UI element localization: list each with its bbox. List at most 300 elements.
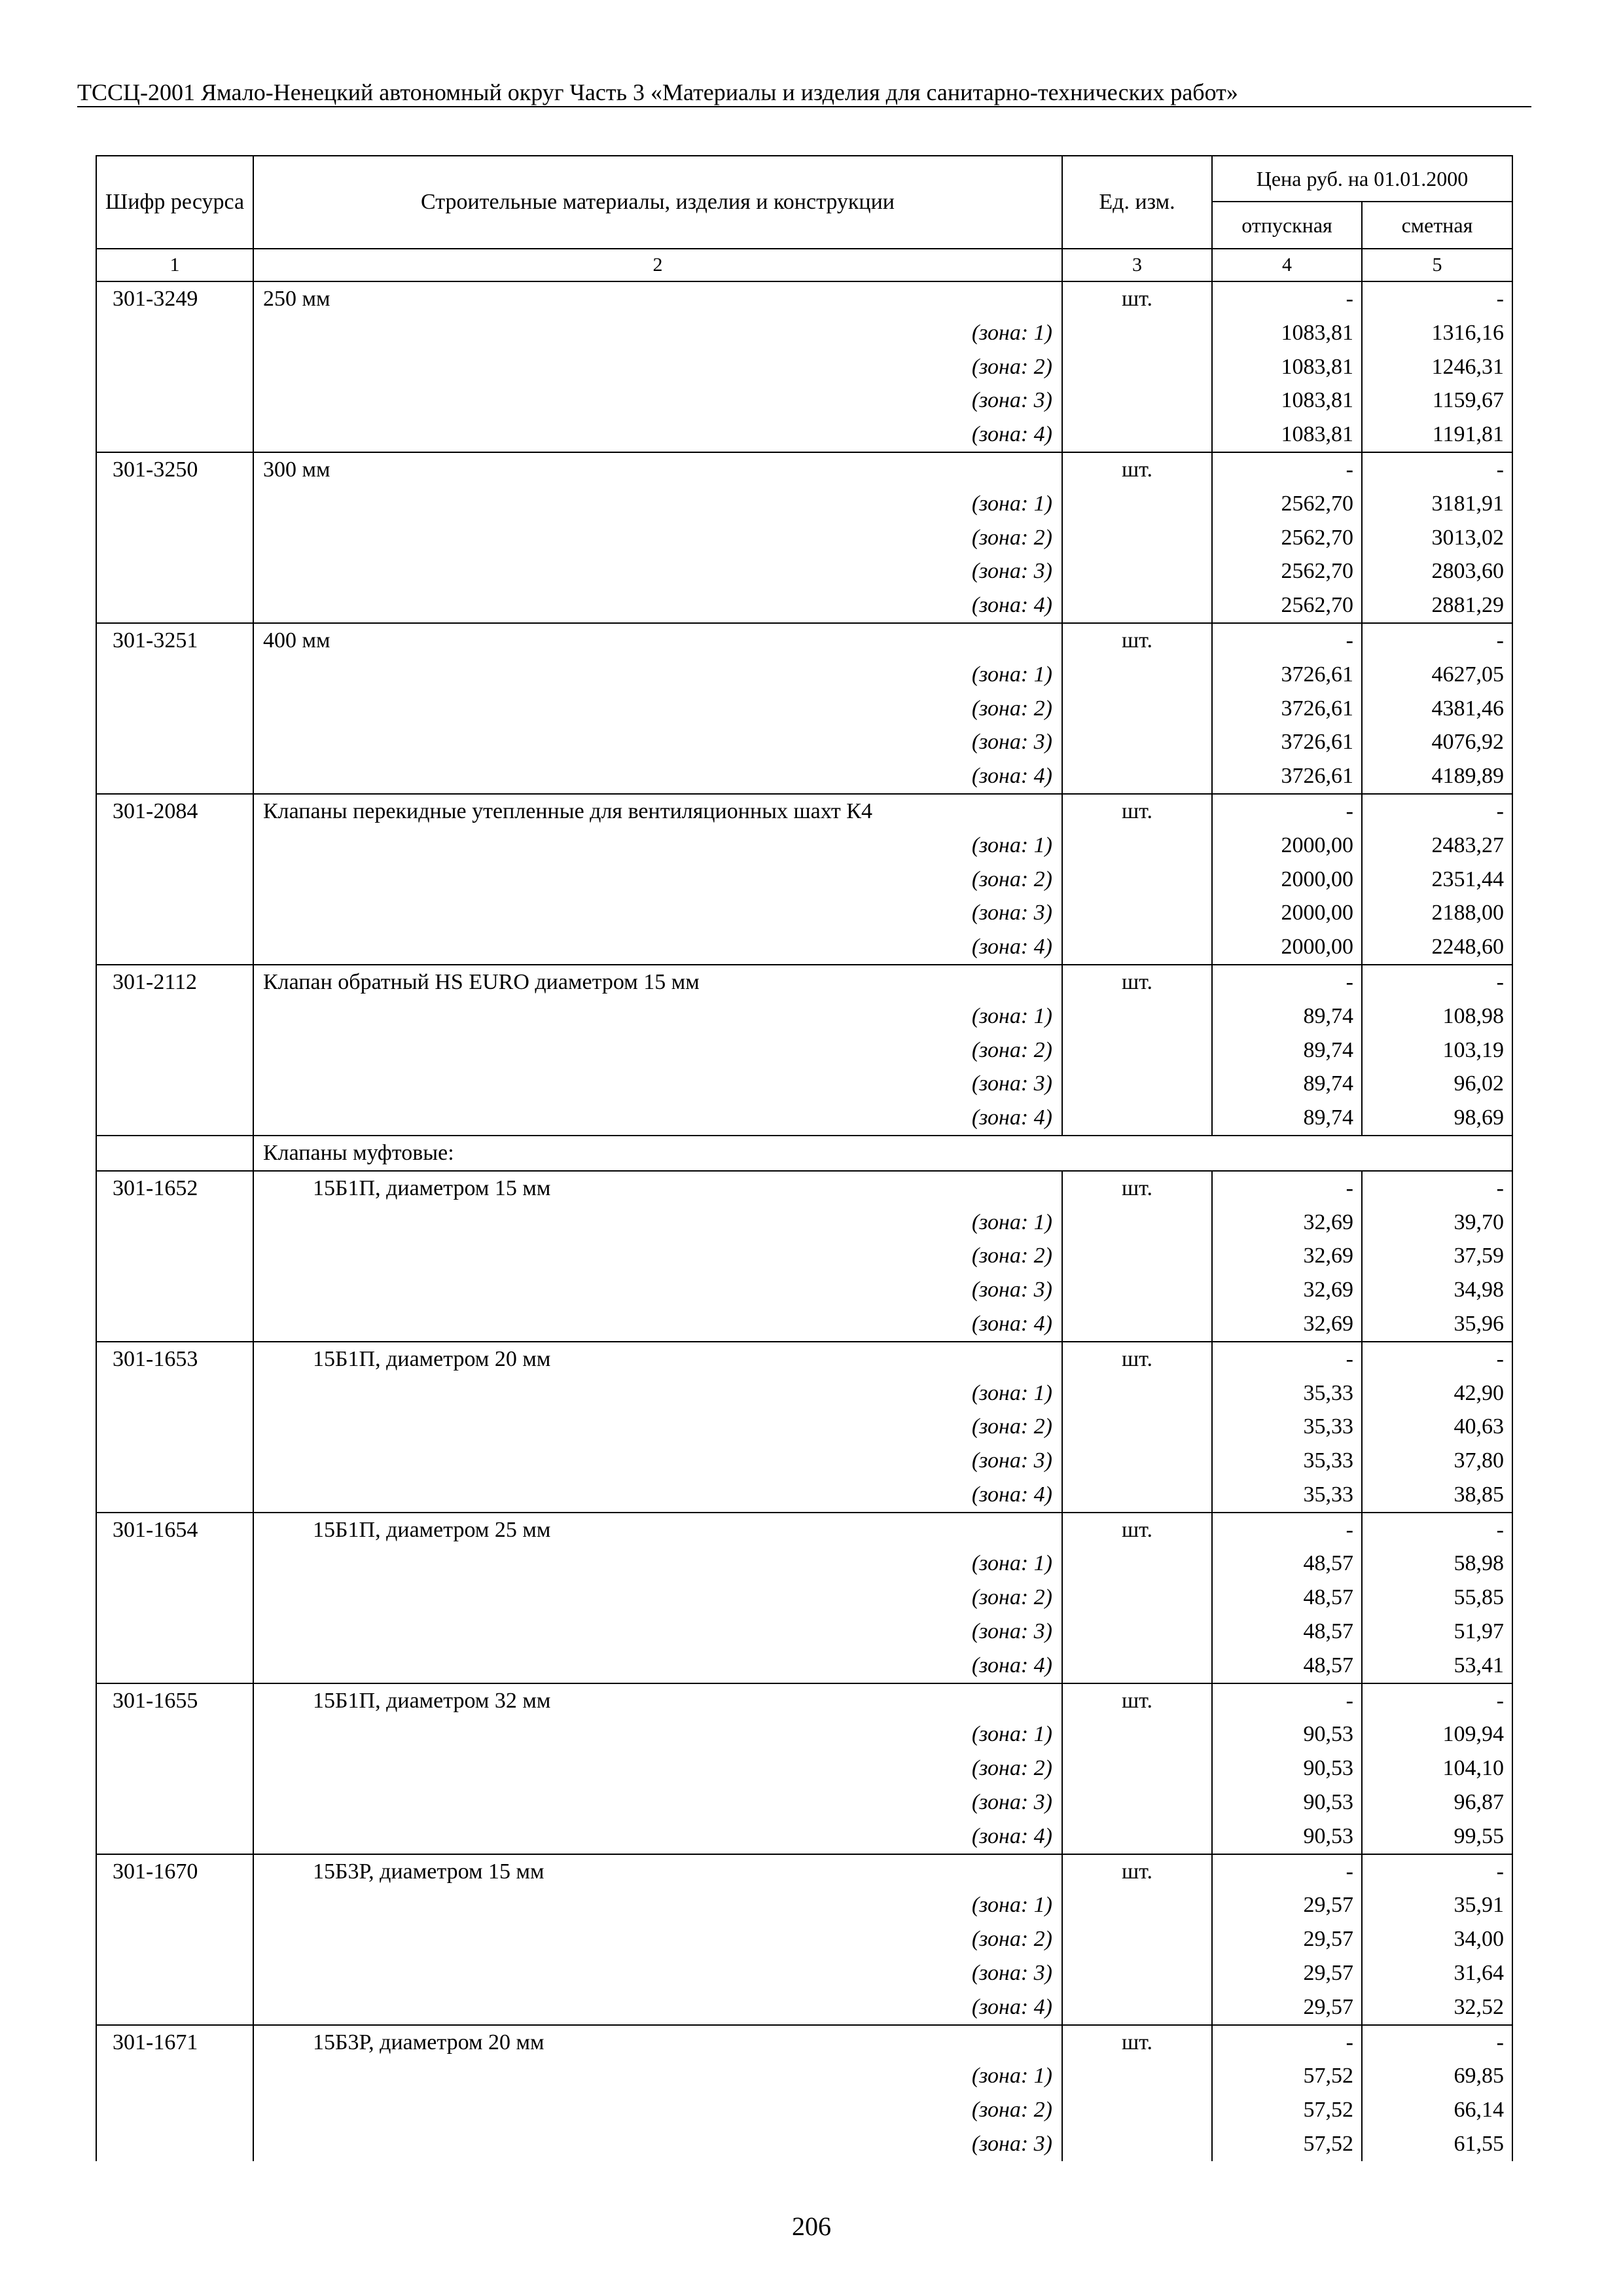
header-price: Цена руб. на 01.01.2000: [1212, 156, 1512, 202]
zone-row: [96, 2093, 1512, 2127]
resource-code-cell: [96, 1206, 253, 1240]
unit-cell: [1062, 1444, 1212, 1478]
resource-code-cell: [96, 1136, 253, 1171]
estimate-price: 31,64: [1362, 1956, 1512, 1990]
release-price: 1083,81: [1212, 418, 1362, 452]
header-release-price: отпускная: [1212, 202, 1362, 249]
group-row: [96, 1136, 1512, 1171]
material-name: 400 мм: [253, 623, 1062, 658]
unit-cell: [1062, 759, 1212, 794]
release-price: -: [1212, 1683, 1362, 1718]
resource-code-cell: [96, 1067, 253, 1101]
zone-row: [96, 896, 1512, 930]
unit-cell: [1062, 1307, 1212, 1342]
zone-row: [96, 1067, 1512, 1101]
material-name: 300 мм: [253, 452, 1062, 487]
resource-code-cell: [96, 588, 253, 623]
unit-cell: [1062, 1206, 1212, 1240]
zone-label: (зона: 2): [253, 1033, 1062, 1067]
material-name: 15Б1П, диаметром 32 мм: [253, 1683, 1062, 1718]
zone-label: (зона: 2): [253, 1751, 1062, 1785]
material-name: 250 мм: [253, 281, 1062, 316]
estimate-price: 51,97: [1362, 1615, 1512, 1649]
release-price: 89,74: [1212, 1067, 1362, 1101]
resource-code-cell: [96, 1820, 253, 1854]
resource-code-cell: [96, 384, 253, 418]
resource-code-cell: [96, 1751, 253, 1785]
zone-row: [96, 487, 1512, 521]
zone-label: (зона: 2): [253, 1410, 1062, 1444]
unit-cell: [1062, 1033, 1212, 1067]
unit-cell: [1062, 1751, 1212, 1785]
zone-label: (зона: 3): [253, 1067, 1062, 1101]
estimate-price: 108,98: [1362, 999, 1512, 1033]
zone-row: [96, 863, 1512, 897]
unit-cell: шт.: [1062, 1683, 1212, 1718]
zone-label: (зона: 2): [253, 2093, 1062, 2127]
zone-row: [96, 930, 1512, 965]
column-number-2: 2: [253, 249, 1062, 281]
header-unit: Ед. изм.: [1062, 156, 1212, 249]
zone-label: (зона: 1): [253, 316, 1062, 350]
release-price: 89,74: [1212, 999, 1362, 1033]
header-materials: Строительные материалы, изделия и конструкции: [253, 156, 1062, 249]
zone-row: [96, 1410, 1512, 1444]
estimate-price: 2188,00: [1362, 896, 1512, 930]
unit-cell: [1062, 896, 1212, 930]
unit-cell: [1062, 521, 1212, 555]
estimate-price: -: [1362, 2025, 1512, 2060]
estimate-price: 66,14: [1362, 2093, 1512, 2127]
item-row: [96, 1854, 1512, 1889]
zone-label: (зона: 4): [253, 759, 1062, 794]
estimate-price: 1191,81: [1362, 418, 1512, 452]
zone-label: (зона: 1): [253, 658, 1062, 692]
unit-cell: шт.: [1062, 1342, 1212, 1376]
unit-cell: [1062, 829, 1212, 863]
zone-label: (зона: 3): [253, 1785, 1062, 1820]
release-price: 2000,00: [1212, 863, 1362, 897]
zone-label: (зона: 4): [253, 418, 1062, 452]
resource-code: 301-1671: [96, 2025, 253, 2060]
resource-code-cell: [96, 759, 253, 794]
resource-code-cell: [96, 863, 253, 897]
column-number-5: 5: [1362, 249, 1512, 281]
zone-label: (зона: 1): [253, 1206, 1062, 1240]
zone-label: (зона: 3): [253, 725, 1062, 759]
release-price: 29,57: [1212, 1922, 1362, 1956]
estimate-price: 96,02: [1362, 1067, 1512, 1101]
unit-cell: [1062, 487, 1212, 521]
unit-cell: [1062, 1067, 1212, 1101]
zone-row: [96, 1273, 1512, 1307]
resource-code-cell: [96, 1444, 253, 1478]
resource-code: 301-1652: [96, 1171, 253, 1206]
zone-row: [96, 1101, 1512, 1136]
zone-row: [96, 1307, 1512, 1342]
release-price: 90,53: [1212, 1717, 1362, 1751]
release-price: 1083,81: [1212, 384, 1362, 418]
zone-row: [96, 1239, 1512, 1273]
resource-code-cell: [96, 418, 253, 452]
item-row: [96, 1683, 1512, 1718]
estimate-price: -: [1362, 1171, 1512, 1206]
zone-label: (зона: 4): [253, 588, 1062, 623]
release-price: 57,52: [1212, 2059, 1362, 2093]
unit-cell: [1062, 1239, 1212, 1273]
unit-cell: [1062, 588, 1212, 623]
zone-row: [96, 1547, 1512, 1581]
zone-label: (зона: 1): [253, 1717, 1062, 1751]
zone-row: [96, 999, 1512, 1033]
resource-code-cell: [96, 1478, 253, 1513]
release-price: 90,53: [1212, 1785, 1362, 1820]
release-price: -: [1212, 623, 1362, 658]
estimate-price: 96,87: [1362, 1785, 1512, 1820]
resource-code-cell: [96, 1410, 253, 1444]
zone-label: (зона: 4): [253, 1990, 1062, 2025]
estimate-price: -: [1362, 794, 1512, 829]
unit-cell: шт.: [1062, 1854, 1212, 1889]
zone-row: [96, 1478, 1512, 1513]
resource-code-cell: [96, 316, 253, 350]
unit-cell: [1062, 658, 1212, 692]
zone-row: [96, 759, 1512, 794]
zone-row: [96, 418, 1512, 452]
zone-label: (зона: 1): [253, 1376, 1062, 1410]
material-name: 15Б1П, диаметром 15 мм: [253, 1171, 1062, 1206]
material-name: Клапаны перекидные утепленные для вентиляционных шахт К4: [253, 794, 1062, 829]
release-price: -: [1212, 1854, 1362, 1889]
release-price: -: [1212, 1513, 1362, 1547]
resource-code: 301-1654: [96, 1513, 253, 1547]
unit-cell: [1062, 1717, 1212, 1751]
zone-row: [96, 1615, 1512, 1649]
release-price: 1083,81: [1212, 316, 1362, 350]
unit-cell: [1062, 1922, 1212, 1956]
resource-code-cell: [96, 1376, 253, 1410]
unit-cell: [1062, 999, 1212, 1033]
resource-code: 301-2084: [96, 794, 253, 829]
release-price: 32,69: [1212, 1273, 1362, 1307]
release-price: 1083,81: [1212, 350, 1362, 384]
zone-label: (зона: 1): [253, 487, 1062, 521]
release-price: 3726,61: [1212, 658, 1362, 692]
release-price: 35,33: [1212, 1444, 1362, 1478]
estimate-price: 1159,67: [1362, 384, 1512, 418]
resource-code-cell: [96, 1717, 253, 1751]
unit-cell: [1062, 418, 1212, 452]
zone-label: (зона: 1): [253, 829, 1062, 863]
resource-code-cell: [96, 1785, 253, 1820]
item-row: [96, 2025, 1512, 2060]
zone-row: [96, 1581, 1512, 1615]
release-price: 48,57: [1212, 1649, 1362, 1683]
unit-cell: шт.: [1062, 281, 1212, 316]
resource-code-cell: [96, 1547, 253, 1581]
unit-cell: [1062, 2127, 1212, 2161]
release-price: 29,57: [1212, 1956, 1362, 1990]
unit-cell: шт.: [1062, 452, 1212, 487]
release-price: 48,57: [1212, 1547, 1362, 1581]
estimate-price: 37,80: [1362, 1444, 1512, 1478]
release-price: 35,33: [1212, 1376, 1362, 1410]
zone-row: [96, 1990, 1512, 2025]
unit-cell: шт.: [1062, 623, 1212, 658]
zone-label: (зона: 1): [253, 2059, 1062, 2093]
resource-code-cell: [96, 829, 253, 863]
release-price: 57,52: [1212, 2127, 1362, 2161]
zone-label: (зона: 4): [253, 1820, 1062, 1854]
resource-code-cell: [96, 1615, 253, 1649]
zone-label: (зона: 2): [253, 1922, 1062, 1956]
unit-cell: [1062, 1376, 1212, 1410]
unit-cell: [1062, 1785, 1212, 1820]
zone-row: [96, 1376, 1512, 1410]
header-divider: [77, 106, 1531, 107]
resource-code-cell: [96, 2093, 253, 2127]
estimate-price: -: [1362, 452, 1512, 487]
release-price: 2562,70: [1212, 521, 1362, 555]
estimate-price: 4627,05: [1362, 658, 1512, 692]
unit-cell: [1062, 316, 1212, 350]
resource-code-cell: [96, 692, 253, 726]
unit-cell: [1062, 2059, 1212, 2093]
material-name: 15Б1П, диаметром 20 мм: [253, 1342, 1062, 1376]
zone-label: (зона: 3): [253, 1615, 1062, 1649]
resource-code-cell: [96, 1307, 253, 1342]
resource-code-cell: [96, 1101, 253, 1136]
zone-label: (зона: 2): [253, 1239, 1062, 1273]
header-estimate-price: сметная: [1362, 202, 1512, 249]
estimate-price: 103,19: [1362, 1033, 1512, 1067]
estimate-price: 42,90: [1362, 1376, 1512, 1410]
unit-cell: шт.: [1062, 794, 1212, 829]
resource-code-cell: [96, 2127, 253, 2161]
zone-row: [96, 1206, 1512, 1240]
release-price: 2000,00: [1212, 896, 1362, 930]
unit-cell: [1062, 725, 1212, 759]
estimate-price: 61,55: [1362, 2127, 1512, 2161]
resource-code-cell: [96, 2059, 253, 2093]
release-price: 2000,00: [1212, 930, 1362, 965]
resource-code-cell: [96, 1888, 253, 1922]
estimate-price: -: [1362, 1683, 1512, 1718]
unit-cell: [1062, 1410, 1212, 1444]
item-row: [96, 965, 1512, 999]
zone-label: (зона: 3): [253, 2127, 1062, 2161]
resource-code-cell: [96, 1581, 253, 1615]
release-price: 89,74: [1212, 1033, 1362, 1067]
zone-row: [96, 829, 1512, 863]
release-price: -: [1212, 794, 1362, 829]
resource-code: 301-3250: [96, 452, 253, 487]
resource-code-cell: [96, 725, 253, 759]
resource-code: 301-1653: [96, 1342, 253, 1376]
zone-label: (зона: 4): [253, 1101, 1062, 1136]
unit-cell: [1062, 1478, 1212, 1513]
estimate-price: 34,98: [1362, 1273, 1512, 1307]
zone-row: [96, 1922, 1512, 1956]
release-price: 29,57: [1212, 1888, 1362, 1922]
estimate-price: 3013,02: [1362, 521, 1512, 555]
release-price: 90,53: [1212, 1751, 1362, 1785]
estimate-price: 69,85: [1362, 2059, 1512, 2093]
estimate-price: 4076,92: [1362, 725, 1512, 759]
zone-row: [96, 588, 1512, 623]
estimate-price: 40,63: [1362, 1410, 1512, 1444]
unit-cell: [1062, 1581, 1212, 1615]
release-price: 29,57: [1212, 1990, 1362, 2025]
resource-code-cell: [96, 1956, 253, 1990]
zone-row: [96, 1956, 1512, 1990]
estimate-price: 38,85: [1362, 1478, 1512, 1513]
estimate-price: -: [1362, 281, 1512, 316]
zone-row: [96, 554, 1512, 588]
zone-label: (зона: 4): [253, 1478, 1062, 1513]
zone-row: [96, 1717, 1512, 1751]
release-price: 2000,00: [1212, 829, 1362, 863]
resource-code-cell: [96, 1273, 253, 1307]
zone-label: (зона: 2): [253, 350, 1062, 384]
zone-label: (зона: 3): [253, 1444, 1062, 1478]
zone-row: [96, 692, 1512, 726]
unit-cell: [1062, 1990, 1212, 2025]
unit-cell: [1062, 1649, 1212, 1683]
release-price: 3726,61: [1212, 725, 1362, 759]
column-number-4: 4: [1212, 249, 1362, 281]
release-price: -: [1212, 281, 1362, 316]
zone-label: (зона: 3): [253, 554, 1062, 588]
column-number-3: 3: [1062, 249, 1212, 281]
release-price: -: [1212, 1171, 1362, 1206]
zone-label: (зона: 4): [253, 930, 1062, 965]
estimate-price: -: [1362, 1854, 1512, 1889]
estimate-price: 2881,29: [1362, 588, 1512, 623]
unit-cell: шт.: [1062, 1513, 1212, 1547]
release-price: 57,52: [1212, 2093, 1362, 2127]
estimate-price: -: [1362, 1342, 1512, 1376]
estimate-price: 39,70: [1362, 1206, 1512, 1240]
estimate-price: 2483,27: [1362, 829, 1512, 863]
zone-row: [96, 1751, 1512, 1785]
unit-cell: шт.: [1062, 965, 1212, 999]
resource-code-cell: [96, 1990, 253, 2025]
unit-cell: [1062, 1101, 1212, 1136]
resource-code: 301-3251: [96, 623, 253, 658]
zone-row: [96, 2127, 1512, 2161]
estimate-price: 35,91: [1362, 1888, 1512, 1922]
zone-row: [96, 1033, 1512, 1067]
zone-row: [96, 1820, 1512, 1854]
resource-code: 301-1670: [96, 1854, 253, 1889]
zone-row: [96, 316, 1512, 350]
release-price: 32,69: [1212, 1307, 1362, 1342]
item-row: [96, 1342, 1512, 1376]
estimate-price: 104,10: [1362, 1751, 1512, 1785]
estimate-price: 34,00: [1362, 1922, 1512, 1956]
release-price: -: [1212, 452, 1362, 487]
group-title: Клапаны муфтовые:: [253, 1136, 1512, 1171]
estimate-price: 1246,31: [1362, 350, 1512, 384]
resource-code-cell: [96, 487, 253, 521]
item-row: [96, 452, 1512, 487]
price-table: [96, 155, 1513, 2161]
column-number-1: 1: [96, 249, 253, 281]
resource-code-cell: [96, 1649, 253, 1683]
resource-code: 301-3249: [96, 281, 253, 316]
item-row: [96, 794, 1512, 829]
zone-row: [96, 1649, 1512, 1683]
zone-label: (зона: 2): [253, 692, 1062, 726]
unit-cell: [1062, 350, 1212, 384]
release-price: 2562,70: [1212, 487, 1362, 521]
zone-label: (зона: 2): [253, 863, 1062, 897]
item-row: [96, 1171, 1512, 1206]
header-code: Шифр ресурса: [96, 156, 253, 249]
unit-cell: [1062, 1273, 1212, 1307]
zone-row: [96, 1444, 1512, 1478]
page-number: 206: [792, 2212, 831, 2241]
estimate-price: 2351,44: [1362, 863, 1512, 897]
estimate-price: 32,52: [1362, 1990, 1512, 2025]
unit-cell: [1062, 1615, 1212, 1649]
estimate-price: 4381,46: [1362, 692, 1512, 726]
resource-code-cell: [96, 521, 253, 555]
zone-label: (зона: 1): [253, 999, 1062, 1033]
zone-label: (зона: 3): [253, 384, 1062, 418]
release-price: 48,57: [1212, 1615, 1362, 1649]
resource-code-cell: [96, 554, 253, 588]
table-body: [96, 281, 1512, 2161]
unit-cell: [1062, 1820, 1212, 1854]
resource-code-cell: [96, 350, 253, 384]
estimate-price: 3181,91: [1362, 487, 1512, 521]
zone-label: (зона: 3): [253, 896, 1062, 930]
item-row: [96, 1513, 1512, 1547]
estimate-price: 55,85: [1362, 1581, 1512, 1615]
release-price: 48,57: [1212, 1581, 1362, 1615]
estimate-price: 35,96: [1362, 1307, 1512, 1342]
release-price: 3726,61: [1212, 759, 1362, 794]
zone-label: (зона: 4): [253, 1307, 1062, 1342]
zone-label: (зона: 1): [253, 1547, 1062, 1581]
estimate-price: 1316,16: [1362, 316, 1512, 350]
release-price: 35,33: [1212, 1410, 1362, 1444]
resource-code: 301-1655: [96, 1683, 253, 1718]
zone-label: (зона: 3): [253, 1273, 1062, 1307]
zone-label: (зона: 2): [253, 521, 1062, 555]
zone-label: (зона: 3): [253, 1956, 1062, 1990]
material-name: 15Б3Р, диаметром 20 мм: [253, 2025, 1062, 2060]
estimate-price: 109,94: [1362, 1717, 1512, 1751]
zone-row: [96, 1785, 1512, 1820]
zone-row: [96, 384, 1512, 418]
unit-cell: [1062, 554, 1212, 588]
estimate-price: -: [1362, 1513, 1512, 1547]
estimate-price: 37,59: [1362, 1239, 1512, 1273]
item-row: [96, 623, 1512, 658]
release-price: 2562,70: [1212, 554, 1362, 588]
material-name: 15Б3Р, диаметром 15 мм: [253, 1854, 1062, 1889]
zone-row: [96, 2059, 1512, 2093]
unit-cell: [1062, 930, 1212, 965]
zone-row: [96, 521, 1512, 555]
estimate-price: 99,55: [1362, 1820, 1512, 1854]
release-price: 3726,61: [1212, 692, 1362, 726]
unit-cell: шт.: [1062, 1171, 1212, 1206]
estimate-price: 58,98: [1362, 1547, 1512, 1581]
